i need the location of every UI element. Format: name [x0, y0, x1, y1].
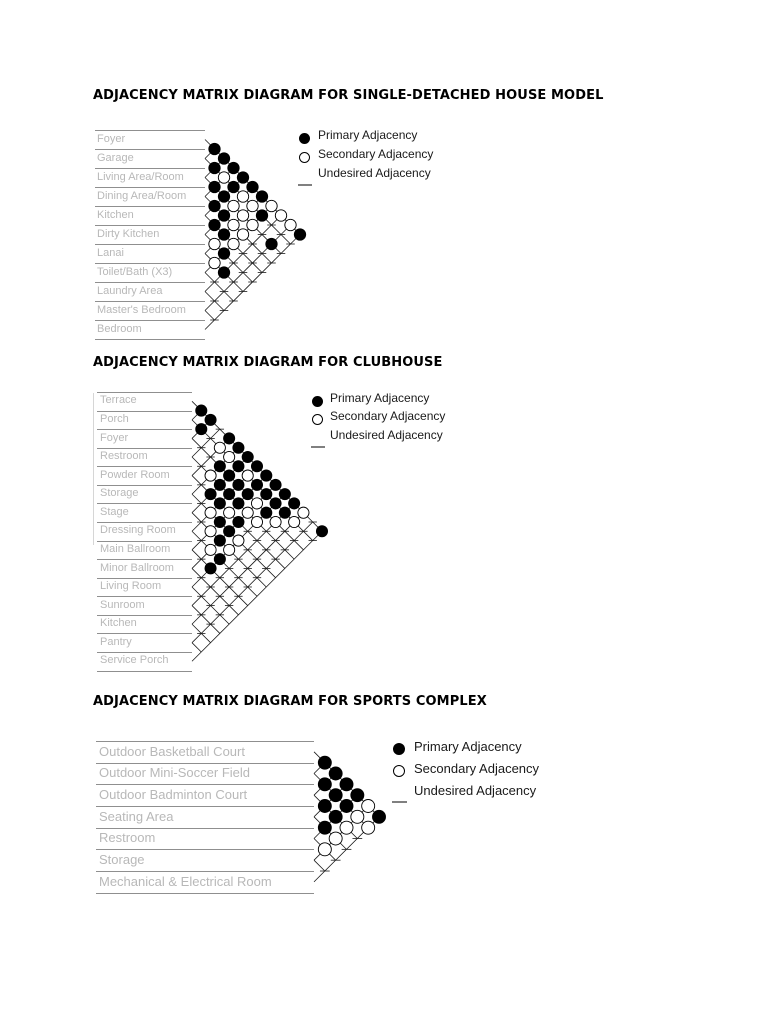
room-label: Living Room [100, 580, 162, 593]
row-divider [97, 485, 192, 486]
secondary-adjacency-dot [318, 843, 331, 856]
row-divider [96, 784, 314, 785]
room-label: Restroom [100, 450, 148, 463]
grid-diagonal [314, 860, 325, 871]
room-label: Outdoor Badminton Court [99, 787, 248, 803]
primary-adjacency-dot [373, 810, 386, 823]
row-divider [96, 871, 314, 872]
room-label: Master's Bedroom [97, 303, 186, 316]
row-divider [97, 541, 192, 542]
row-divider [97, 671, 192, 672]
room-label: Storage [99, 852, 145, 868]
room-label: Bedroom [97, 322, 142, 335]
row-divider [95, 130, 205, 131]
room-label: Stage [100, 505, 129, 518]
room-label: Dirty Kitchen [97, 227, 160, 240]
row-divider [96, 763, 314, 764]
room-label: Porch [100, 413, 129, 426]
legend-primary-label: Primary Adjacency [318, 128, 418, 142]
legend-undesired-label: Undesired Adjacency [318, 166, 431, 180]
primary-adjacency-dot [318, 821, 331, 834]
room-label: Pantry [100, 635, 132, 648]
row-divider [97, 615, 192, 616]
row-divider [97, 596, 192, 597]
row-divider [96, 893, 314, 894]
row-divider [95, 225, 205, 226]
row-divider [97, 522, 192, 523]
primary-adjacency-dot [351, 789, 364, 802]
primary-adjacency-dot [329, 810, 342, 823]
room-label: Main Ballroom [100, 543, 171, 556]
primary-adjacency-dot [329, 767, 342, 780]
primary-adjacency-symbol [392, 741, 406, 760]
primary-adjacency-dot [318, 778, 331, 791]
legend-primary-label: Primary Adjacency [414, 739, 522, 754]
room-label: Terrace [100, 394, 137, 407]
secondary-adjacency-dot [351, 810, 364, 823]
room-label: Dressing Room [100, 524, 176, 537]
row-divider [95, 149, 205, 150]
legend-undesired-label: Undesired Adjacency [414, 783, 537, 798]
diagram-title: ADJACENCY MATRIX DIAGRAM FOR CLUBHOUSE [93, 355, 443, 370]
legend-undesired-label: Undesired Adjacency [330, 428, 443, 442]
row-divider [95, 301, 205, 302]
room-label: Kitchen [97, 208, 134, 221]
row-divider [97, 448, 192, 449]
primary-adjacency-dot [318, 800, 331, 813]
room-label: Laundry Area [97, 284, 163, 297]
undesired-adjacency-symbol [392, 789, 407, 808]
row-divider [97, 559, 192, 560]
primary-adjacency-dot [318, 756, 331, 769]
secondary-adjacency-dot [362, 821, 375, 834]
room-label: Powder Room [100, 468, 170, 481]
room-label: Living Area/Room [97, 170, 184, 183]
room-label: Toilet/Bath (X3) [97, 265, 173, 278]
room-label: Foyer [97, 132, 126, 145]
row-divider [97, 466, 192, 467]
row-divider [96, 828, 314, 829]
row-divider [95, 263, 205, 264]
row-divider [97, 652, 192, 653]
primary-adjacency-dot [340, 778, 353, 791]
room-label: Sunroom [100, 598, 145, 611]
room-label: Foyer [100, 431, 129, 444]
row-divider [97, 392, 192, 393]
room-label: Service Porch [100, 654, 169, 667]
row-divider [96, 741, 314, 742]
row-divider [95, 320, 205, 321]
row-divider [95, 168, 205, 169]
secondary-adjacency-symbol [392, 763, 406, 782]
room-label: Minor Ballroom [100, 561, 174, 574]
row-divider [97, 503, 192, 504]
row-divider [95, 244, 205, 245]
legend-primary-label: Primary Adjacency [330, 391, 430, 405]
room-label: Outdoor Basketball Court [99, 743, 245, 759]
secondary-adjacency-dot [362, 800, 375, 813]
room-label: Outdoor Mini-Soccer Field [99, 765, 250, 781]
row-divider [95, 339, 205, 340]
row-divider [97, 633, 192, 634]
row-divider [95, 282, 205, 283]
secondary-adjacency-dot [329, 832, 342, 845]
row-divider [97, 411, 192, 412]
diagram-title: ADJACENCY MATRIX DIAGRAM FOR SINGLE-DETACHED HOUSE MODEL [93, 88, 604, 103]
row-divider [96, 849, 314, 850]
row-divider [96, 806, 314, 807]
primary-adjacency-dot [329, 789, 342, 802]
room-label: Kitchen [100, 617, 137, 630]
legend-secondary-label: Secondary Adjacency [414, 761, 540, 776]
row-divider [95, 206, 205, 207]
room-label: Mechanical & Electrical Room [99, 873, 272, 889]
row-divider [95, 187, 205, 188]
legend-secondary-label: Secondary Adjacency [330, 409, 446, 423]
room-label: Restroom [99, 830, 156, 846]
room-label: Lanai [97, 246, 124, 259]
room-label: Dining Area/Room [97, 189, 187, 202]
secondary-adjacency-dot [340, 821, 353, 834]
room-label: Seating Area [99, 808, 174, 824]
room-label: Garage [97, 151, 134, 164]
room-label: Storage [100, 487, 139, 500]
primary-adjacency-dot [340, 800, 353, 813]
diagram-title: ADJACENCY MATRIX DIAGRAM FOR SPORTS COMPLEX [93, 694, 487, 709]
row-divider [97, 578, 192, 579]
row-divider [97, 429, 192, 430]
legend-secondary-label: Secondary Adjacency [318, 147, 434, 161]
